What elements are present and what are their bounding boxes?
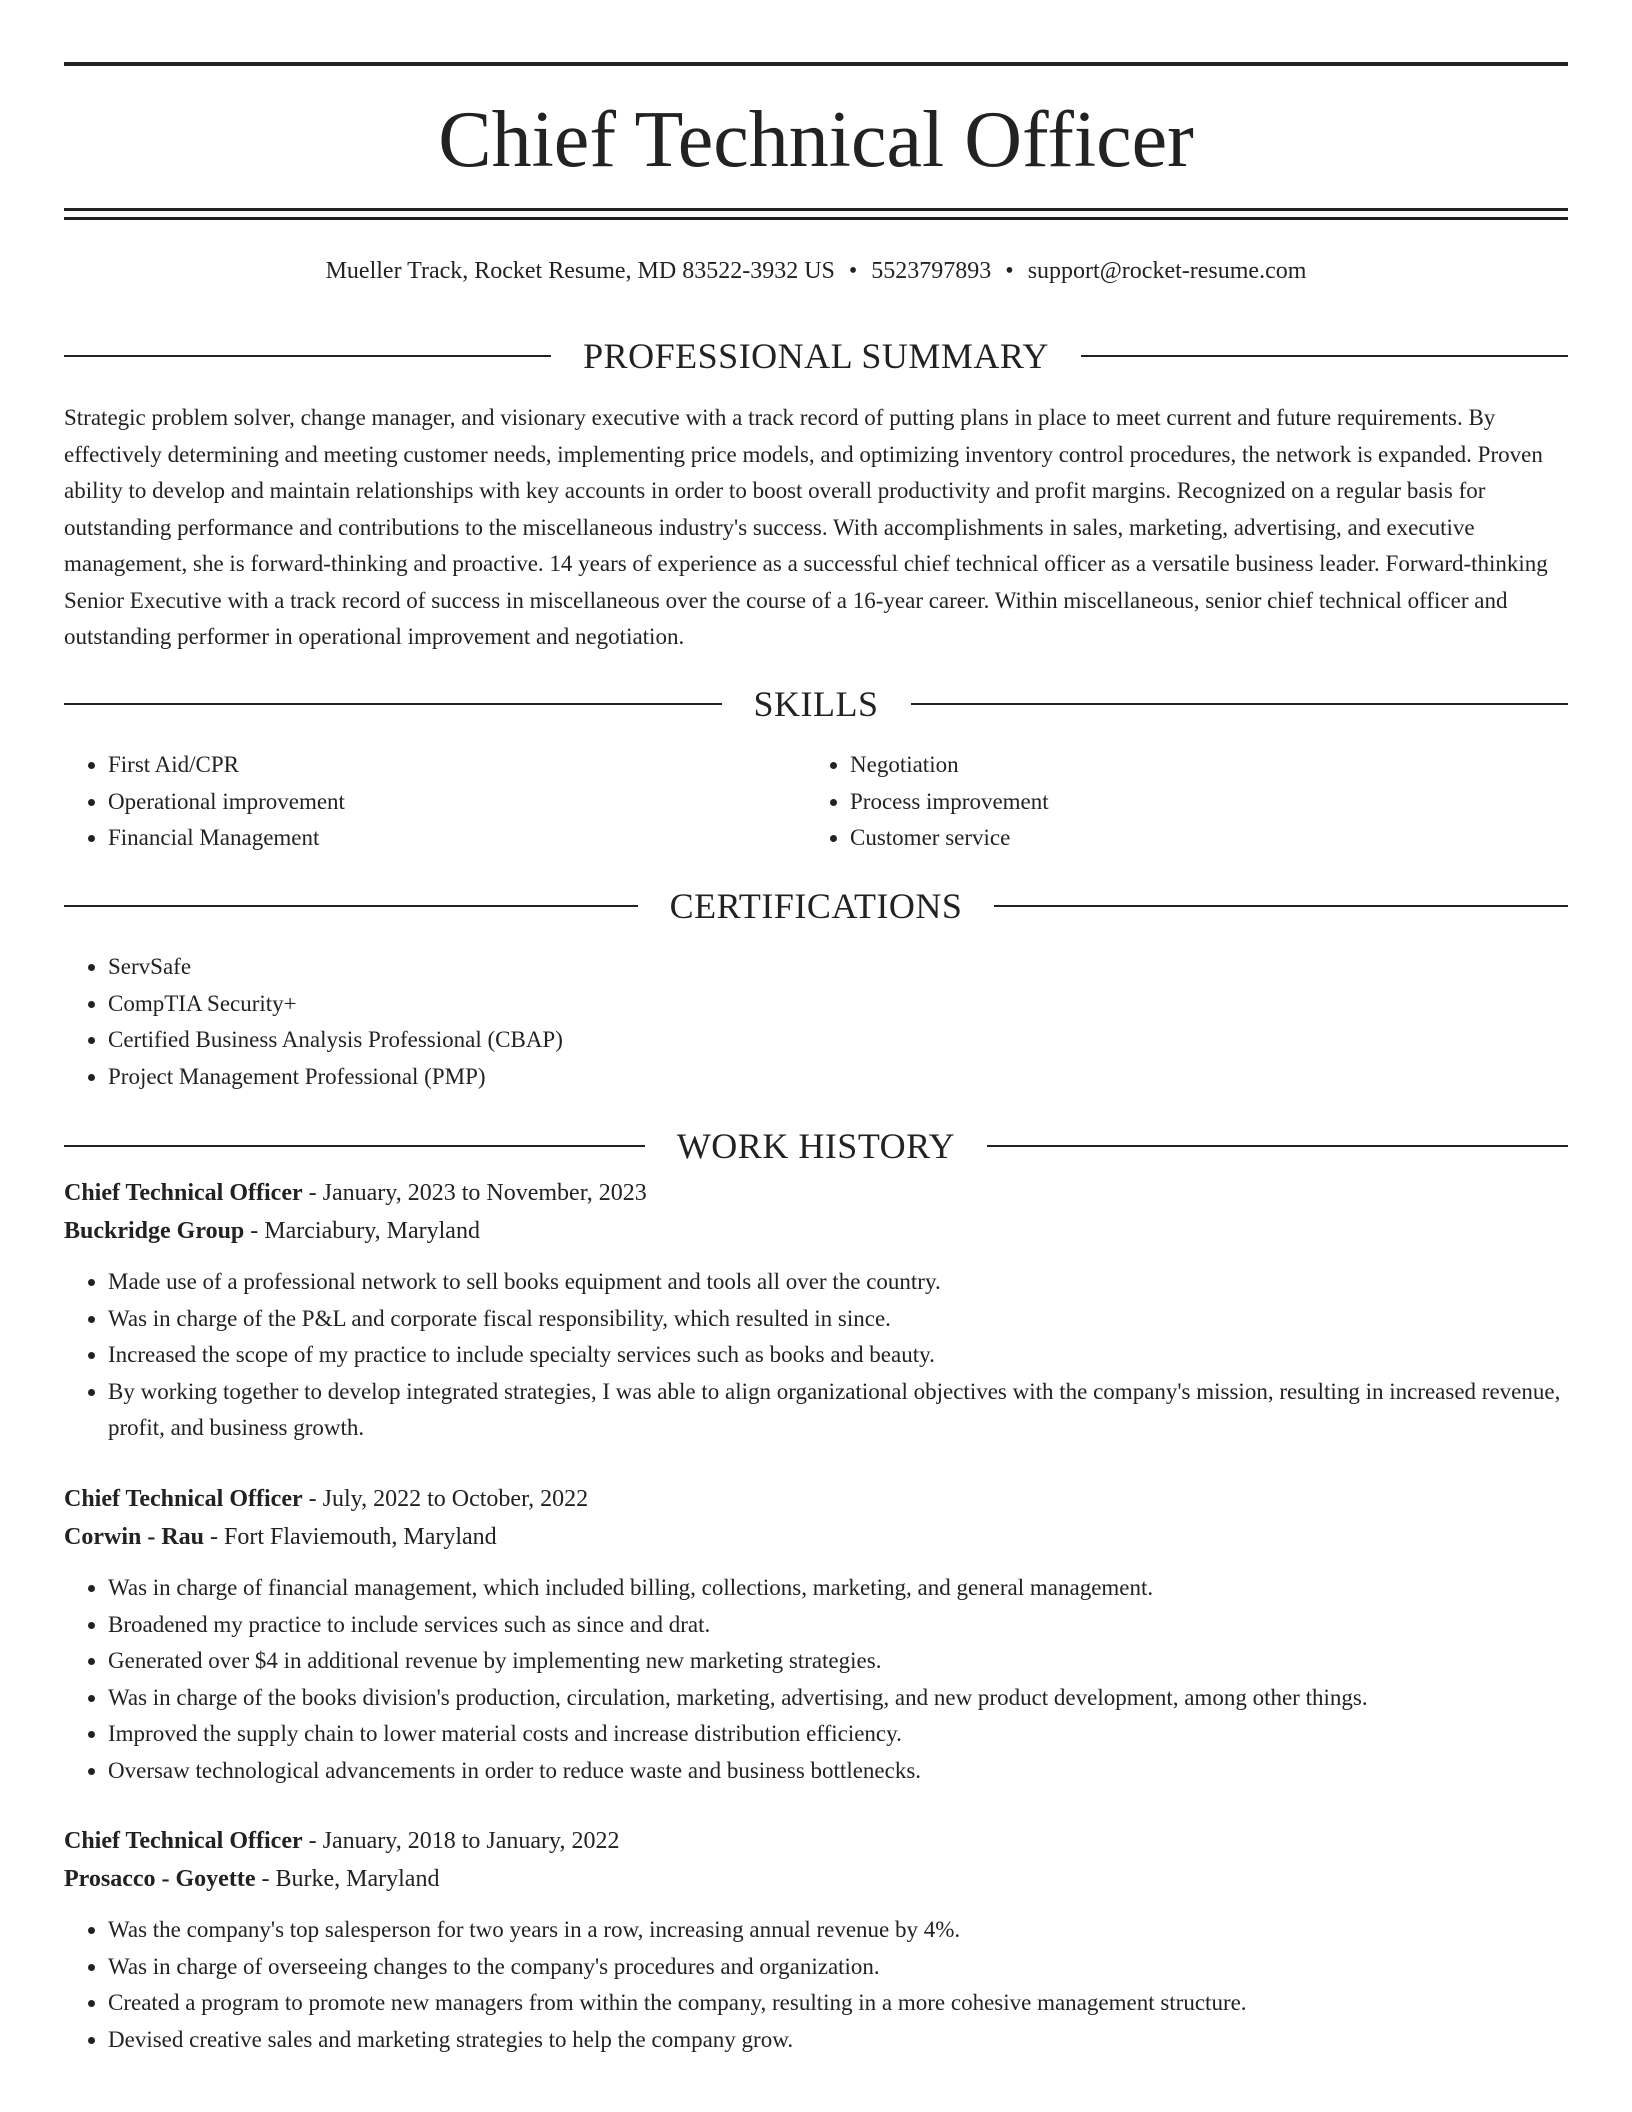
heading-rule [64,355,551,357]
list-item: • Financial Management [108,820,806,857]
summary-heading-title: PROFESSIONAL SUMMARY [583,336,1049,376]
job-company-line [64,1518,1568,1556]
contact-separator: • [848,258,858,284]
heading-rule [994,905,1568,907]
job-entry [64,1822,1568,2058]
list-item: • ServSafe [108,949,1568,986]
certifications-heading-title: CERTIFICATIONS [669,886,963,926]
contact-email[interactable]: support@rocket-resume.com [1027,258,1307,284]
job-location: Burke, Maryland [275,1866,440,1892]
job-title: Chief Technical Officer [64,1180,303,1206]
job-bullets [64,1570,1568,1789]
list-item: • Oversaw technological advancements in order to reduce waste and business bottlenecks. [108,1753,1568,1790]
job-dash: - [302,1486,323,1512]
certifications-heading [64,886,1568,926]
contact-line [64,254,1568,288]
list-item: • Was in charge of financial management, which included billing, collections, marketing, and general management. [108,1570,1568,1607]
heading-rule [64,905,638,907]
contact-separator: • [1005,258,1014,284]
job-dash: - [204,1524,225,1550]
job-dates: January, 2018 to January, 2022 [322,1828,620,1854]
job-dash: - [255,1866,276,1892]
skills-heading [64,684,1568,724]
list-item: • Certified Business Analysis Professional (CBAP) [108,1022,1568,1059]
list-item: • Operational improvement [108,784,806,821]
skills-list [64,747,1568,857]
job-entry [64,1174,1568,1447]
job-title-line [64,1480,1568,1518]
heading-rule [987,1145,1568,1147]
list-item: • By working together to develop integrated strategies, I was able to align organizational objectives with the company's mission, resulting in increased revenue, profit, and business growth. [108,1374,1568,1447]
heading-rule [64,1145,645,1147]
resume-title: Chief Technical Officer [438,96,1194,184]
job-dash: - [244,1218,265,1244]
skills-left-list [64,747,806,857]
list-item: • Created a program to promote new managers from within the company, resulting in a more cohesive management structure. [108,1985,1568,2022]
heading-rule [1081,355,1568,357]
skills-column-left [64,747,806,857]
list-item: • Improved the supply chain to lower material costs and increase distribution efficiency. [108,1716,1568,1753]
job-title-line [64,1174,1568,1212]
certifications-items [64,949,1568,1095]
list-item: • Generated over $4 in additional revenue by implementing new marketing strategies. [108,1643,1568,1680]
job-bullets [64,1912,1568,2058]
job-location: Marciabury, Maryland [264,1218,480,1244]
contact-address: Mueller Track, Rocket Resume, MD 83522-3932 US [325,258,835,284]
list-item: • Was in charge of the P&L and corporate fiscal responsibility, which resulted in since. [108,1301,1568,1338]
job-company: Buckridge Group [64,1218,245,1244]
list-item: • Broadened my practice to include services such as since and drat. [108,1607,1568,1644]
list-item: • Was the company's top salesperson for two years in a row, increasing annual revenue by 4%. [108,1912,1568,1949]
work-history-heading-title: WORK HISTORY [676,1126,956,1166]
list-item: • First Aid/CPR [108,747,806,784]
list-item: • Was in charge of overseeing changes to the company's procedures and organization. [108,1949,1568,1986]
list-item: • Process improvement [850,784,1548,821]
top-rule [64,62,1568,66]
job-dash: - [302,1180,323,1206]
list-item: • Made use of a professional network to sell books equipment and tools all over the country. [108,1264,1568,1301]
certifications-list [64,949,1568,1095]
job-title-line [64,1822,1568,1860]
job-company-line [64,1212,1568,1250]
heading-rule [911,703,1569,705]
work-history-heading [64,1126,1568,1166]
list-item: • Negotiation [850,747,1548,784]
title-double-rule [64,208,1568,220]
skills-heading-title: SKILLS [753,684,879,724]
job-company-line [64,1860,1568,1898]
job-title: Chief Technical Officer [64,1486,303,1512]
list-item: • Project Management Professional (PMP) [108,1059,1568,1096]
summary-text: Strategic problem solver, change manager, and visionary executive with a track record of putting plans in place to meet current and future requirements. By effectively determining and meeting customer needs, implementing price models, and optimizing inventory control procedures, the network is expanded. Proven ability to develop and maintain relationships with key accounts in order to boost overall productivity and profit margins. Recognized on a regular basis for outstanding performance and contributions to the miscellaneous industry's success. With accomplishments in sales, marketing, advertising, and executive management, she is forward-thinking and proactive. 14 years of experience as a successful chief technical officer as a versatile business leader. Forward-thinking Senior Executive with a track record of success in miscellaneous over the course of a 16-year career. Within miscellaneous, senior chief technical officer and outstanding performer in operational improvement and negotiation. [64,405,1548,649]
job-dash: - [302,1828,323,1854]
list-item: • CompTIA Security+ [108,986,1568,1023]
list-item: • Devised creative sales and marketing strategies to help the company grow. [108,2022,1568,2059]
job-company: Corwin - Rau [64,1524,205,1550]
job-bullets [64,1264,1568,1447]
list-item: • Increased the scope of my practice to include specialty services such as books and beauty. [108,1337,1568,1374]
list-item: • Was in charge of the books division's production, circulation, marketing, advertising, and new product development, among other things. [108,1680,1568,1717]
contact-phone: 5523797893 [871,258,992,284]
job-dates: July, 2022 to October, 2022 [322,1486,589,1512]
job-location: Fort Flaviemouth, Maryland [224,1524,497,1550]
job-company: Prosacco - Goyette [64,1866,256,1892]
job-title: Chief Technical Officer [64,1828,303,1854]
list-item: • Customer service [850,820,1548,857]
heading-rule [64,703,722,705]
job-entry [64,1480,1568,1789]
job-dates: January, 2023 to November, 2023 [322,1180,647,1206]
skills-column-right [806,747,1548,857]
skills-right-list [806,747,1548,857]
summary-heading [64,336,1568,376]
